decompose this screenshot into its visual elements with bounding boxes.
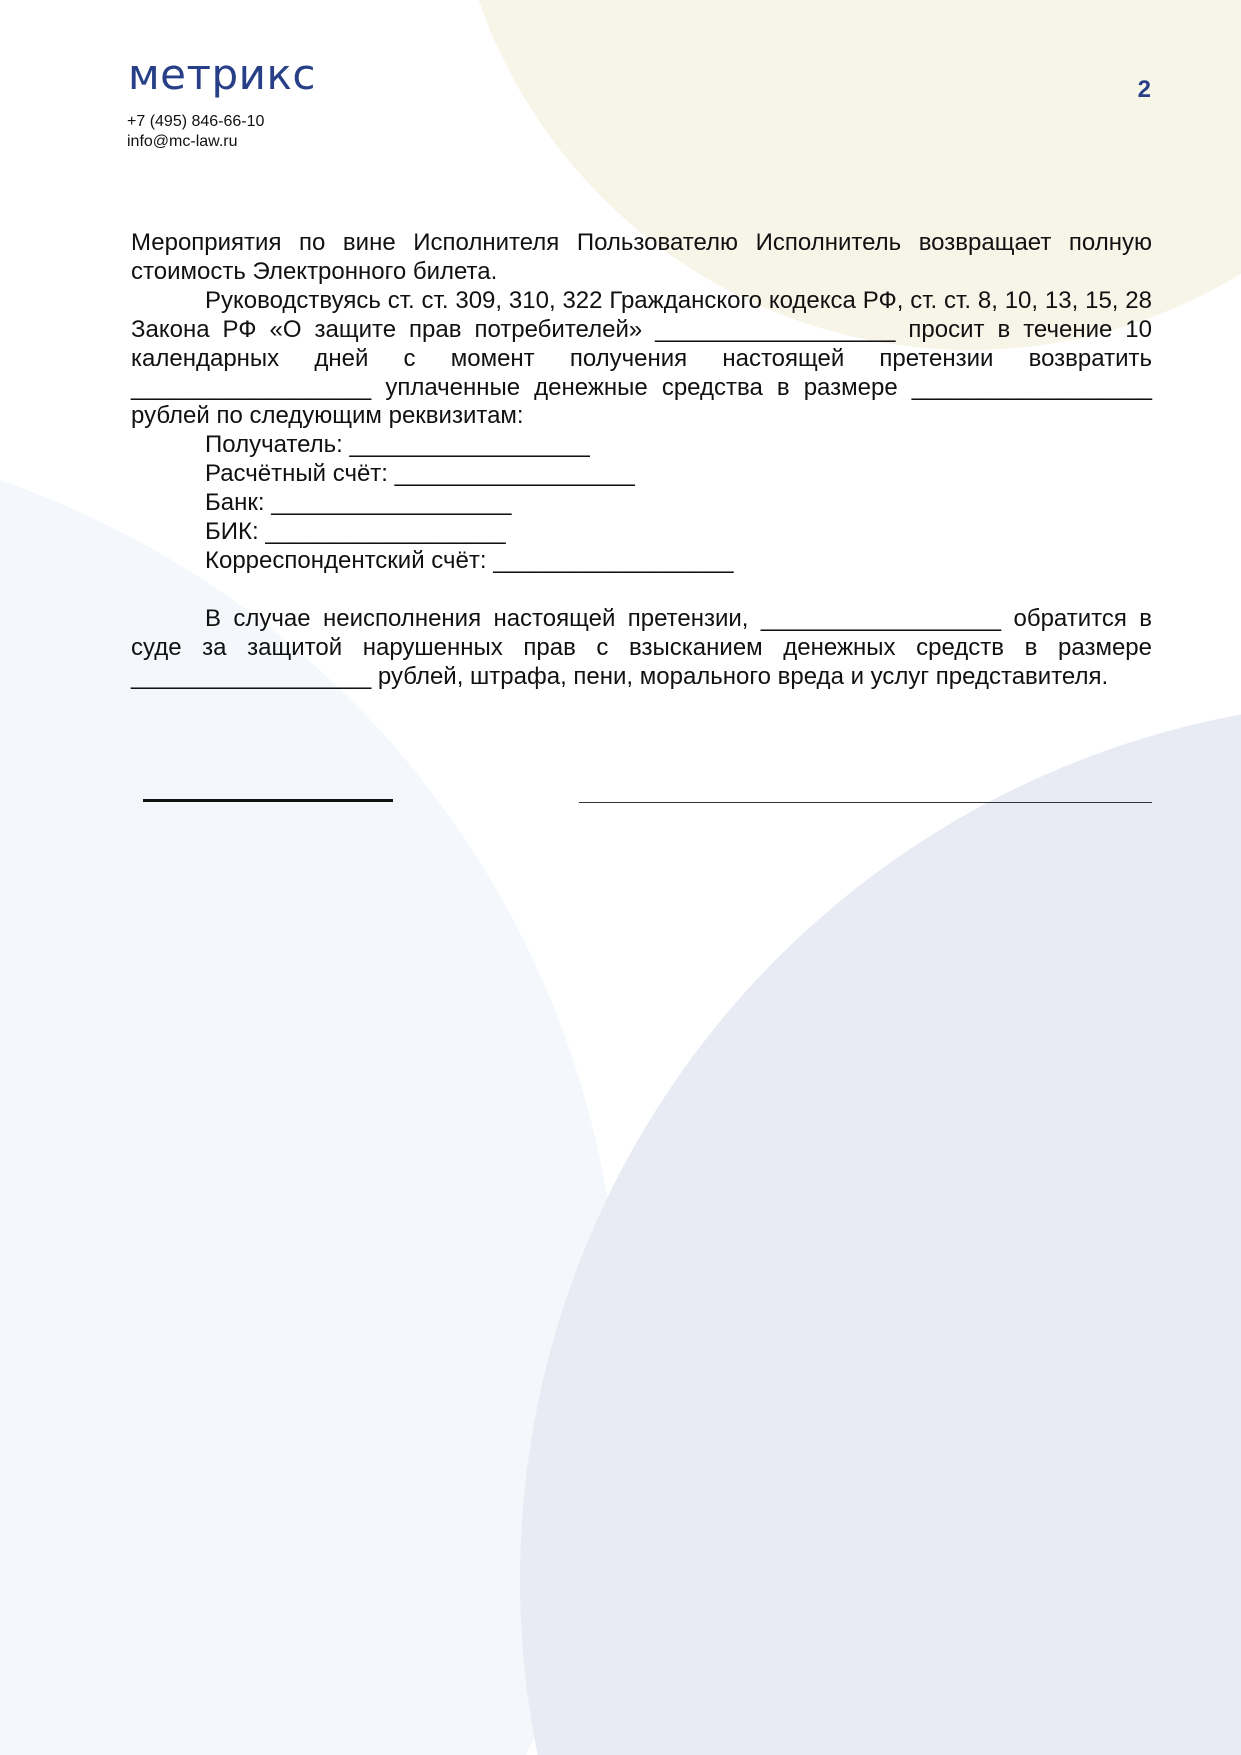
legal-basis-paragraph: Руководствуясь ст. ст. 309, 310, 322 Гражданского кодекса РФ, ст. ст. 8, 10, 13, 15, 28 Закона РФ «О защите прав потребителей» __________________ просит в течение 10 календарных дней с момент получения настоящей претензии возвратить __________________ уплаченные денежные средства в размере __________________ рублей по следующим реквизитам: <box>131 286 1152 430</box>
email-address: info@mc-law.ru <box>127 133 238 150</box>
refund-paragraph: Мероприятия по вине Исполнителя Пользователю Исполнитель возвращает полную стоимость Электронного билета. <box>131 229 1152 285</box>
metrix-logo: метрикс <box>128 50 316 99</box>
claim-text <box>131 229 1152 692</box>
requisite-bank: Банк: __________________ <box>205 489 512 517</box>
phone-number: +7 (495) 846-66-10 <box>127 113 265 130</box>
requisite-recipient: Получатель: __________________ <box>205 431 590 459</box>
page-number: 2 <box>1137 76 1151 103</box>
requisite-bik: БИК: __________________ <box>205 518 506 546</box>
paragraph-gap <box>131 576 1152 605</box>
date-signature-line <box>143 799 393 802</box>
requisite-account: Расчётный счёт: __________________ <box>205 460 635 488</box>
requisite-correspondent-account: Корреспондентский счёт: __________________ <box>205 546 734 574</box>
court-warning-paragraph: В случае неисполнения настоящей претензии, __________________ обратится в суде за защитой нарушенных прав с взысканием денежных средств в размере __________________ рублей, штрафа, пени, морального вреда и услуг представителя. <box>131 604 1152 690</box>
name-signature-line <box>579 802 1152 803</box>
